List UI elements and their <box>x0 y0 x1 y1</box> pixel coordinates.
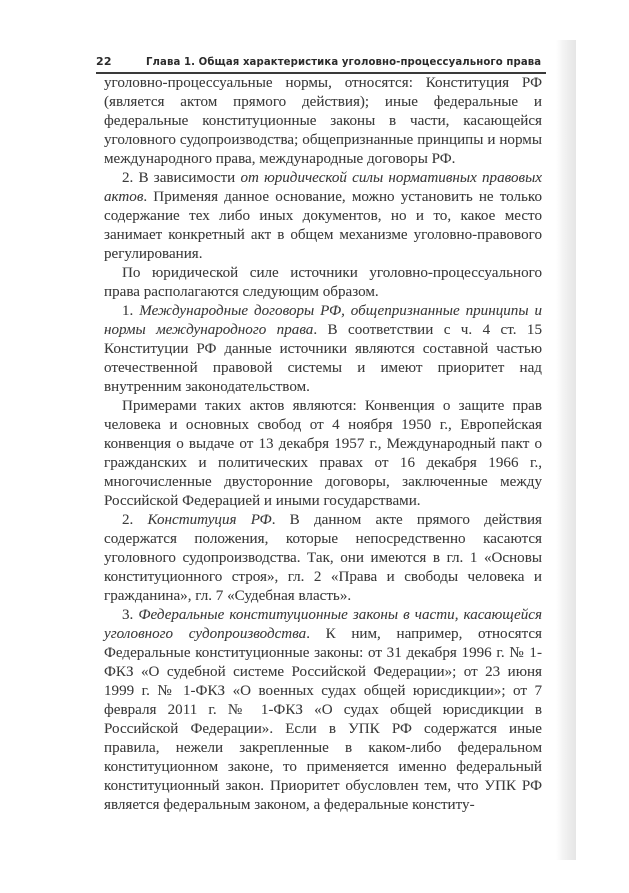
paragraph-tail: . В соответствии с ч. 4 ст. 15 Конституции РФ данные источники являются составной частью отечественной правовой системы и имеют приоритет над внутренним законодательством. <box>104 322 542 395</box>
paragraph-item-2-constitution <box>104 511 542 606</box>
paragraph-italic: Международные договоры РФ, общепризнанные принципы и нормы международного права <box>104 303 543 338</box>
paragraph-tail: . К ним, например, относятся Федеральные конституционные законы: от 31 декабря 1996 г. № 1-ФКЗ «О судебной системе Российской Федерации»; от 23 июня 1999 г. № 1-ФКЗ «О военных судах общей юрисдикции»; от 7 февраля 2011 г. № 1-ФКЗ «О судах общей юрисдикции в Российской Федерации». Если в УПК РФ содержатся иные правила, нежели закрепленные в каком-либо федеральном конституционном законе, то применяется именно федеральный конституционный закон. Приоритет обусловлен тем, что УПК РФ является федеральным законом, а федеральные конститу- <box>104 626 543 813</box>
page-number: 22 <box>96 55 112 68</box>
paragraph-lead: 2. В зависимости <box>122 170 241 186</box>
paragraph-text: уголовно-процессуальные нормы, относятся: Конституция РФ (является актом прямого действия); иные федеральные и федеральные конституционные законы в части, касающейся уголовного судопроизводства; общепризнанные принципы и нормы международного права, международные договоры РФ. <box>104 75 542 167</box>
paragraph-item-3-federal-constitutional-laws <box>104 606 542 815</box>
paragraph-text: По юридической силе источники уголовно-процессуального права располагаются следующим образом. <box>104 265 542 300</box>
paragraph-lead: 3. <box>122 607 139 623</box>
paragraph-continuation <box>104 74 542 169</box>
paragraph-lead: 2. <box>122 512 148 528</box>
paragraph-text: Примерами таких актов являются: Конвенция о защите прав человека и основных свобод от 4 ноября 1950 г., Европейская конвенция о выдаче от 13 декабря 1957 г., Международный пакт о гражданских и политических правах от 16 декабря 1966 г., многочисленные двусторонние договоры, заключенные между Российской Федерацией и иными государствами. <box>104 398 542 509</box>
paragraph-item-2-legal-force <box>104 169 542 264</box>
page-body <box>104 74 542 814</box>
page-edge-shadow <box>556 40 576 860</box>
page-header <box>96 44 546 74</box>
paragraph-italic: Федеральные конституционные законы в части, касающейся уголовного судопроизводства <box>104 607 543 642</box>
paragraph-examples <box>104 397 542 511</box>
paragraph-legal-force-intro <box>104 264 542 302</box>
paragraph-italic: от юридической силы нормативных правовых актов <box>104 170 542 205</box>
paragraph-tail: . Применяя данное основание, можно установить не только содержание тех либо иных документов, но и то, какое место занимает конкретный акт в общем механизме уголовно-правового регулирования. <box>104 189 542 262</box>
paragraph-lead: 1. <box>122 303 140 319</box>
paragraph-item-1-international <box>104 302 542 397</box>
running-title: Глава 1. Общая характеристика уголовно-процессуального права <box>146 55 542 68</box>
paragraph-italic: Конституция РФ <box>147 512 272 528</box>
paragraph-tail: . В данном акте прямого действия содержатся положения, которые непосредственно касаются уголовного судопроизводства. Так, они имеются в гл. 1 «Основы конституционного строя», гл. 2 «Права и свободы человека и гражданина», гл. 7 «Судебная власть». <box>104 512 543 604</box>
